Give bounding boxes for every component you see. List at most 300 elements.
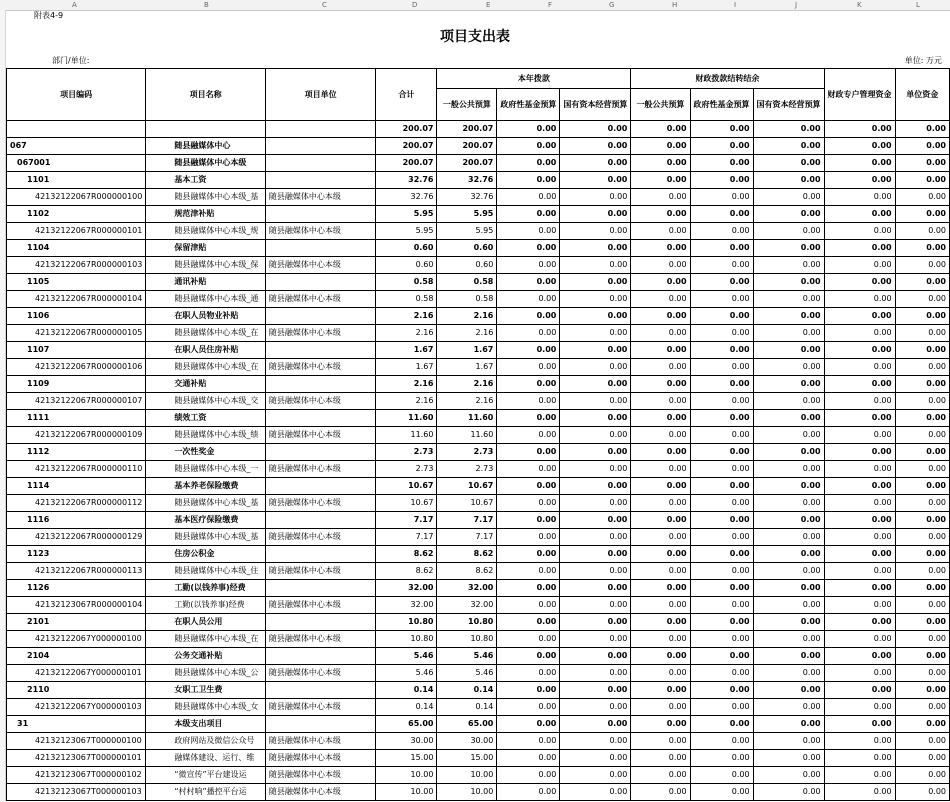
cell-own-funds[interactable]: 0.00 [895,546,949,563]
cell-fund-budget[interactable]: 0.00 [497,223,560,240]
cell-carry-general[interactable]: 0.00 [631,563,690,580]
table-row[interactable] [7,155,950,172]
cell-fund-budget[interactable]: 0.00 [497,444,560,461]
cell-special-account[interactable]: 0.00 [824,410,895,427]
cell-total[interactable]: 2.73 [376,444,437,461]
cell-fund-budget[interactable]: 0.00 [497,648,560,665]
cell-general-budget[interactable]: 10.00 [437,767,497,784]
cell-capital-budget[interactable]: 0.00 [560,614,631,631]
cell-fund-budget[interactable]: 0.00 [497,665,560,682]
cell-unit[interactable]: 随县融媒体中心本级 [265,461,376,478]
column-letter-a[interactable]: A [72,1,77,9]
cell-name[interactable]: 女职工卫生费 [146,682,266,699]
cell-carry-capital[interactable]: 0.00 [753,614,824,631]
table-row[interactable] [7,478,950,495]
cell-name[interactable]: “村村响”播控平台运 [146,784,266,801]
table-row[interactable] [7,563,950,580]
cell-unit[interactable]: 随县融媒体中心本级 [265,189,376,206]
cell-fund-budget[interactable]: 0.00 [497,291,560,308]
cell-special-account[interactable]: 0.00 [824,461,895,478]
cell-carry-fund[interactable]: 0.00 [690,121,753,138]
cell-special-account[interactable]: 0.00 [824,359,895,376]
cell-carry-fund[interactable]: 0.00 [690,512,753,529]
cell-carry-capital[interactable]: 0.00 [753,393,824,410]
cell-capital-budget[interactable]: 0.00 [560,291,631,308]
cell-own-funds[interactable]: 0.00 [895,427,949,444]
cell-own-funds[interactable]: 0.00 [895,138,949,155]
column-letter-f[interactable]: F [548,1,553,9]
cell-fund-budget[interactable]: 0.00 [497,376,560,393]
cell-carry-fund[interactable]: 0.00 [690,206,753,223]
cell-own-funds[interactable]: 0.00 [895,614,949,631]
cell-carry-capital[interactable]: 0.00 [753,495,824,512]
cell-total[interactable]: 10.80 [376,614,437,631]
cell-own-funds[interactable]: 0.00 [895,767,949,784]
cell-carry-fund[interactable]: 0.00 [690,376,753,393]
table-row[interactable] [7,410,950,427]
column-letter-k[interactable]: K [857,1,862,9]
cell-carry-capital[interactable]: 0.00 [753,682,824,699]
table-row[interactable] [7,461,950,478]
cell-name[interactable]: 基本医疗保险缴费 [146,512,266,529]
cell-carry-general[interactable]: 0.00 [631,784,690,801]
cell-carry-general[interactable]: 0.00 [631,240,690,257]
cell-carry-fund[interactable]: 0.00 [690,750,753,767]
cell-general-budget[interactable]: 0.14 [437,682,497,699]
cell-name[interactable]: 保留津贴 [146,240,266,257]
cell-carry-general[interactable]: 0.00 [631,529,690,546]
cell-capital-budget[interactable]: 0.00 [560,257,631,274]
cell-capital-budget[interactable]: 0.00 [560,393,631,410]
cell-capital-budget[interactable]: 0.00 [560,444,631,461]
cell-carry-general[interactable]: 0.00 [631,206,690,223]
cell-own-funds[interactable]: 0.00 [895,716,949,733]
cell-code[interactable]: 42132123067T000000102 [7,767,146,784]
cell-total[interactable]: 10.80 [376,631,437,648]
cell-carry-fund[interactable]: 0.00 [690,495,753,512]
cell-capital-budget[interactable]: 0.00 [560,580,631,597]
cell-unit[interactable] [265,155,376,172]
cell-fund-budget[interactable]: 0.00 [497,342,560,359]
table-row[interactable] [7,257,950,274]
cell-general-budget[interactable]: 2.16 [437,325,497,342]
cell-code[interactable]: 2104 [7,648,146,665]
cell-special-account[interactable]: 0.00 [824,478,895,495]
cell-general-budget[interactable]: 200.07 [437,121,497,138]
cell-carry-general[interactable]: 0.00 [631,767,690,784]
cell-name[interactable]: 随县融媒体中心本级_绩 [146,427,266,444]
cell-total[interactable]: 8.62 [376,546,437,563]
cell-general-budget[interactable]: 32.00 [437,580,497,597]
cell-code[interactable]: 42132122067R000000103 [7,257,146,274]
cell-fund-budget[interactable]: 0.00 [497,614,560,631]
cell-capital-budget[interactable]: 0.00 [560,512,631,529]
cell-capital-budget[interactable]: 0.00 [560,223,631,240]
cell-own-funds[interactable]: 0.00 [895,478,949,495]
cell-carry-general[interactable]: 0.00 [631,172,690,189]
cell-code[interactable]: 31 [7,716,146,733]
cell-carry-capital[interactable]: 0.00 [753,750,824,767]
table-row[interactable] [7,699,950,716]
cell-special-account[interactable]: 0.00 [824,342,895,359]
table-row[interactable] [7,784,950,801]
cell-general-budget[interactable]: 11.60 [437,410,497,427]
cell-unit[interactable] [265,172,376,189]
table-row[interactable] [7,631,950,648]
cell-name[interactable]: 住房公积金 [146,546,266,563]
cell-total[interactable]: 5.46 [376,665,437,682]
cell-total[interactable]: 200.07 [376,138,437,155]
cell-total[interactable]: 1.67 [376,359,437,376]
table-row[interactable] [7,172,950,189]
cell-carry-general[interactable]: 0.00 [631,580,690,597]
cell-unit[interactable] [265,274,376,291]
cell-own-funds[interactable]: 0.00 [895,597,949,614]
cell-own-funds[interactable]: 0.00 [895,172,949,189]
cell-special-account[interactable]: 0.00 [824,274,895,291]
cell-capital-budget[interactable]: 0.00 [560,495,631,512]
cell-total[interactable]: 2.16 [376,325,437,342]
cell-fund-budget[interactable]: 0.00 [497,597,560,614]
cell-code[interactable]: 1102 [7,206,146,223]
cell-general-budget[interactable]: 2.73 [437,461,497,478]
cell-special-account[interactable]: 0.00 [824,376,895,393]
cell-total[interactable]: 2.16 [376,376,437,393]
cell-capital-budget[interactable]: 0.00 [560,155,631,172]
cell-total[interactable]: 8.62 [376,563,437,580]
cell-unit[interactable]: 随县融媒体中心本级 [265,699,376,716]
cell-carry-capital[interactable]: 0.00 [753,223,824,240]
cell-general-budget[interactable]: 32.76 [437,189,497,206]
cell-name[interactable]: 随县融媒体中心本级_基 [146,529,266,546]
cell-carry-general[interactable]: 0.00 [631,665,690,682]
cell-fund-budget[interactable]: 0.00 [497,206,560,223]
cell-code[interactable]: 42132122067Y000000101 [7,665,146,682]
cell-carry-capital[interactable]: 0.00 [753,529,824,546]
cell-carry-general[interactable]: 0.00 [631,750,690,767]
cell-unit[interactable] [265,512,376,529]
cell-capital-budget[interactable]: 0.00 [560,767,631,784]
cell-carry-capital[interactable]: 0.00 [753,546,824,563]
cell-carry-general[interactable]: 0.00 [631,376,690,393]
cell-carry-fund[interactable]: 0.00 [690,546,753,563]
cell-name[interactable]: 随县融媒体中心 [146,138,266,155]
cell-code[interactable]: 1107 [7,342,146,359]
cell-capital-budget[interactable]: 0.00 [560,274,631,291]
cell-code[interactable]: 1112 [7,444,146,461]
cell-general-budget[interactable]: 2.73 [437,444,497,461]
cell-fund-budget[interactable]: 0.00 [497,359,560,376]
cell-name[interactable]: 本级支出项目 [146,716,266,733]
table-row[interactable] [7,682,950,699]
cell-capital-budget[interactable]: 0.00 [560,342,631,359]
cell-name[interactable]: 随县融媒体中心本级 [146,155,266,172]
cell-fund-budget[interactable]: 0.00 [497,308,560,325]
cell-general-budget[interactable]: 5.46 [437,648,497,665]
cell-code[interactable]: 42132122067R000000100 [7,189,146,206]
cell-own-funds[interactable]: 0.00 [895,699,949,716]
cell-fund-budget[interactable]: 0.00 [497,478,560,495]
cell-unit[interactable]: 随县融媒体中心本级 [265,665,376,682]
cell-carry-capital[interactable]: 0.00 [753,580,824,597]
cell-special-account[interactable]: 0.00 [824,631,895,648]
cell-carry-capital[interactable]: 0.00 [753,189,824,206]
cell-carry-fund[interactable]: 0.00 [690,733,753,750]
table-row[interactable] [7,648,950,665]
cell-general-budget[interactable]: 32.76 [437,172,497,189]
cell-carry-fund[interactable]: 0.00 [690,784,753,801]
cell-unit[interactable]: 随县融媒体中心本级 [265,767,376,784]
cell-name[interactable]: 随县融媒体中心本级_住 [146,563,266,580]
cell-carry-fund[interactable]: 0.00 [690,614,753,631]
cell-capital-budget[interactable]: 0.00 [560,138,631,155]
cell-carry-general[interactable]: 0.00 [631,597,690,614]
cell-general-budget[interactable]: 0.60 [437,257,497,274]
cell-total[interactable]: 0.58 [376,291,437,308]
cell-carry-capital[interactable]: 0.00 [753,512,824,529]
table-row[interactable] [7,359,950,376]
cell-special-account[interactable]: 0.00 [824,682,895,699]
table-row[interactable] [7,138,950,155]
cell-special-account[interactable]: 0.00 [824,648,895,665]
cell-unit[interactable]: 随县融媒体中心本级 [265,631,376,648]
cell-carry-capital[interactable]: 0.00 [753,563,824,580]
cell-carry-capital[interactable]: 0.00 [753,461,824,478]
cell-special-account[interactable]: 0.00 [824,308,895,325]
cell-fund-budget[interactable]: 0.00 [497,121,560,138]
cell-name[interactable]: 随县融媒体中心本级_在 [146,631,266,648]
cell-name[interactable]: 绩效工资 [146,410,266,427]
cell-capital-budget[interactable]: 0.00 [560,631,631,648]
cell-unit[interactable] [265,342,376,359]
cell-carry-capital[interactable]: 0.00 [753,410,824,427]
cell-capital-budget[interactable]: 0.00 [560,308,631,325]
cell-fund-budget[interactable]: 0.00 [497,189,560,206]
cell-general-budget[interactable]: 1.67 [437,342,497,359]
cell-general-budget[interactable]: 2.16 [437,376,497,393]
cell-carry-general[interactable]: 0.00 [631,155,690,172]
cell-special-account[interactable]: 0.00 [824,529,895,546]
cell-name[interactable]: 随县融媒体中心本级_保 [146,257,266,274]
cell-carry-fund[interactable]: 0.00 [690,580,753,597]
cell-carry-general[interactable]: 0.00 [631,308,690,325]
cell-carry-fund[interactable]: 0.00 [690,240,753,257]
cell-special-account[interactable]: 0.00 [824,512,895,529]
cell-fund-budget[interactable]: 0.00 [497,733,560,750]
cell-own-funds[interactable]: 0.00 [895,444,949,461]
cell-own-funds[interactable]: 0.00 [895,750,949,767]
cell-special-account[interactable]: 0.00 [824,257,895,274]
cell-own-funds[interactable]: 0.00 [895,206,949,223]
cell-carry-capital[interactable]: 0.00 [753,206,824,223]
cell-carry-capital[interactable]: 0.00 [753,376,824,393]
cell-special-account[interactable]: 0.00 [824,733,895,750]
cell-capital-budget[interactable]: 0.00 [560,597,631,614]
cell-total[interactable]: 0.60 [376,257,437,274]
cell-unit[interactable] [265,580,376,597]
cell-own-funds[interactable]: 0.00 [895,308,949,325]
column-letter-j[interactable]: J [795,1,798,9]
table-row[interactable] [7,189,950,206]
cell-unit[interactable] [265,206,376,223]
cell-carry-general[interactable]: 0.00 [631,427,690,444]
cell-own-funds[interactable]: 0.00 [895,121,949,138]
cell-code[interactable]: 067 [7,138,146,155]
cell-name[interactable]: 随县融媒体中心本级_在 [146,325,266,342]
cell-carry-capital[interactable]: 0.00 [753,121,824,138]
cell-carry-capital[interactable]: 0.00 [753,733,824,750]
cell-unit[interactable]: 随县融媒体中心本级 [265,495,376,512]
cell-capital-budget[interactable]: 0.00 [560,427,631,444]
cell-own-funds[interactable]: 0.00 [895,223,949,240]
cell-name[interactable]: 基本养老保险缴费 [146,478,266,495]
cell-special-account[interactable]: 0.00 [824,665,895,682]
cell-code[interactable]: 1126 [7,580,146,597]
table-row[interactable] [7,444,950,461]
cell-carry-fund[interactable]: 0.00 [690,393,753,410]
cell-general-budget[interactable]: 0.58 [437,291,497,308]
cell-fund-budget[interactable]: 0.00 [497,563,560,580]
cell-carry-fund[interactable]: 0.00 [690,478,753,495]
cell-unit[interactable]: 随县融媒体中心本级 [265,784,376,801]
cell-carry-general[interactable]: 0.00 [631,478,690,495]
cell-carry-fund[interactable]: 0.00 [690,274,753,291]
cell-carry-fund[interactable]: 0.00 [690,716,753,733]
cell-carry-general[interactable]: 0.00 [631,274,690,291]
cell-carry-capital[interactable]: 0.00 [753,138,824,155]
cell-name[interactable]: 政府网站及微信公众号 [146,733,266,750]
cell-carry-fund[interactable]: 0.00 [690,223,753,240]
cell-general-budget[interactable]: 30.00 [437,733,497,750]
cell-name[interactable]: 规范津补贴 [146,206,266,223]
cell-unit[interactable] [265,376,376,393]
cell-own-funds[interactable]: 0.00 [895,733,949,750]
table-row[interactable] [7,546,950,563]
table-row[interactable] [7,206,950,223]
cell-total[interactable]: 2.16 [376,308,437,325]
cell-special-account[interactable]: 0.00 [824,444,895,461]
cell-carry-fund[interactable]: 0.00 [690,291,753,308]
cell-general-budget[interactable]: 10.67 [437,495,497,512]
cell-own-funds[interactable]: 0.00 [895,359,949,376]
cell-total[interactable]: 200.07 [376,155,437,172]
cell-own-funds[interactable]: 0.00 [895,189,949,206]
cell-code[interactable]: 42132122067Y000000100 [7,631,146,648]
cell-name[interactable]: 公务交通补贴 [146,648,266,665]
cell-unit[interactable] [265,546,376,563]
cell-capital-budget[interactable]: 0.00 [560,699,631,716]
cell-fund-budget[interactable]: 0.00 [497,750,560,767]
cell-capital-budget[interactable]: 0.00 [560,376,631,393]
cell-fund-budget[interactable]: 0.00 [497,784,560,801]
table-row[interactable] [7,716,950,733]
cell-unit[interactable] [265,716,376,733]
cell-carry-general[interactable]: 0.00 [631,121,690,138]
cell-special-account[interactable]: 0.00 [824,172,895,189]
cell-carry-capital[interactable]: 0.00 [753,325,824,342]
cell-carry-fund[interactable]: 0.00 [690,308,753,325]
cell-carry-capital[interactable]: 0.00 [753,155,824,172]
cell-carry-capital[interactable]: 0.00 [753,291,824,308]
cell-own-funds[interactable]: 0.00 [895,257,949,274]
cell-own-funds[interactable]: 0.00 [895,580,949,597]
cell-carry-fund[interactable]: 0.00 [690,172,753,189]
cell-fund-budget[interactable]: 0.00 [497,393,560,410]
cell-own-funds[interactable]: 0.00 [895,240,949,257]
cell-carry-capital[interactable]: 0.00 [753,308,824,325]
cell-own-funds[interactable]: 0.00 [895,325,949,342]
table-row[interactable] [7,580,950,597]
cell-code[interactable]: 2101 [7,614,146,631]
cell-own-funds[interactable]: 0.00 [895,274,949,291]
cell-special-account[interactable]: 0.00 [824,580,895,597]
cell-name[interactable]: 在职人员住房补贴 [146,342,266,359]
table-row[interactable] [7,240,950,257]
cell-total[interactable]: 5.95 [376,206,437,223]
cell-own-funds[interactable]: 0.00 [895,155,949,172]
cell-total[interactable]: 5.46 [376,648,437,665]
table-row[interactable] [7,614,950,631]
cell-carry-general[interactable]: 0.00 [631,138,690,155]
cell-general-budget[interactable]: 5.46 [437,665,497,682]
cell-name[interactable]: 在职人员公用 [146,614,266,631]
cell-unit[interactable]: 随县融媒体中心本级 [265,359,376,376]
cell-total[interactable]: 32.76 [376,172,437,189]
cell-fund-budget[interactable]: 0.00 [497,699,560,716]
cell-name[interactable]: 融媒体建设、运行、维 [146,750,266,767]
cell-carry-fund[interactable]: 0.00 [690,682,753,699]
column-letter-i[interactable]: I [734,1,737,9]
cell-carry-capital[interactable]: 0.00 [753,767,824,784]
cell-name[interactable]: 随县融媒体中心本级_通 [146,291,266,308]
cell-name[interactable]: 基本工资 [146,172,266,189]
table-row[interactable] [7,393,950,410]
column-letter-g[interactable]: G [609,1,615,9]
cell-total[interactable]: 11.60 [376,410,437,427]
column-letter-b[interactable]: B [204,1,209,9]
cell-carry-fund[interactable]: 0.00 [690,410,753,427]
cell-fund-budget[interactable]: 0.00 [497,529,560,546]
cell-special-account[interactable]: 0.00 [824,495,895,512]
cell-capital-budget[interactable]: 0.00 [560,563,631,580]
cell-carry-fund[interactable]: 0.00 [690,325,753,342]
cell-general-budget[interactable]: 7.17 [437,529,497,546]
cell-code[interactable] [7,121,146,138]
cell-general-budget[interactable]: 200.07 [437,138,497,155]
cell-special-account[interactable]: 0.00 [824,597,895,614]
cell-fund-budget[interactable]: 0.00 [497,155,560,172]
cell-own-funds[interactable]: 0.00 [895,682,949,699]
cell-special-account[interactable]: 0.00 [824,750,895,767]
cell-name[interactable]: 在职人员物业补贴 [146,308,266,325]
cell-carry-general[interactable]: 0.00 [631,461,690,478]
column-letter-h[interactable]: H [672,1,678,9]
cell-general-budget[interactable]: 8.62 [437,546,497,563]
cell-carry-fund[interactable]: 0.00 [690,444,753,461]
cell-code[interactable]: 42132122067R000000109 [7,427,146,444]
cell-total[interactable]: 32.76 [376,189,437,206]
cell-carry-capital[interactable]: 0.00 [753,478,824,495]
cell-name[interactable]: 随县融媒体中心本级_公 [146,665,266,682]
cell-name[interactable]: 工勤(以钱养事)经费 [146,597,266,614]
cell-name[interactable]: 随县融媒体中心本级_在 [146,359,266,376]
cell-total[interactable]: 7.17 [376,512,437,529]
cell-total[interactable]: 10.00 [376,767,437,784]
cell-own-funds[interactable]: 0.00 [895,393,949,410]
cell-unit[interactable]: 随县融媒体中心本级 [265,750,376,767]
cell-unit[interactable]: 随县融媒体中心本级 [265,563,376,580]
cell-general-budget[interactable]: 2.16 [437,393,497,410]
